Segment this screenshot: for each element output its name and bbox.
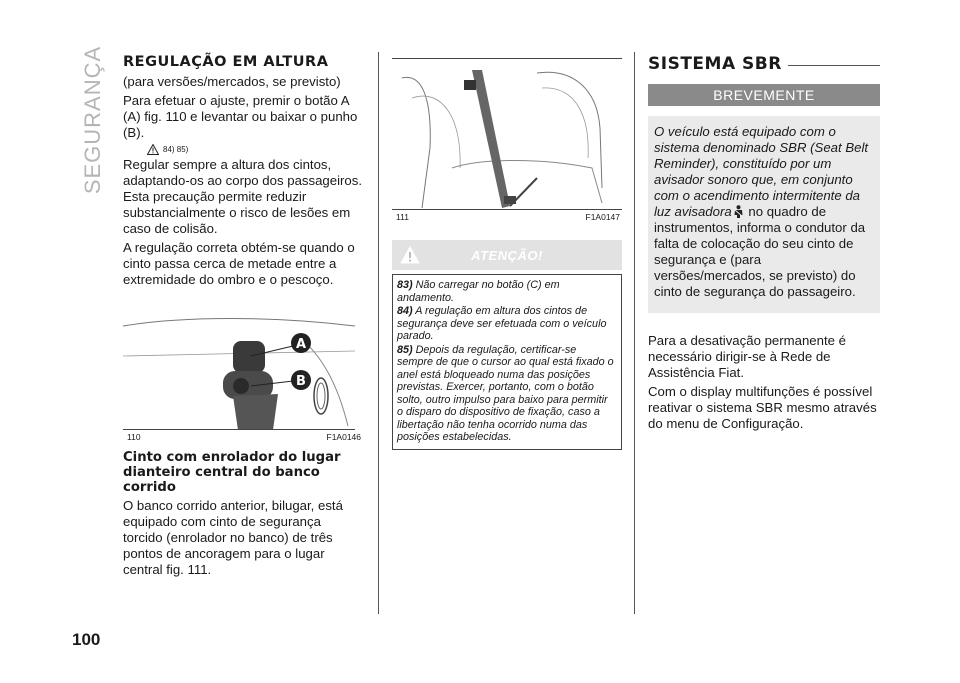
warning-triangle-icon bbox=[147, 144, 159, 155]
figure-111 bbox=[392, 58, 622, 222]
subsection-title: Cinto com enrolador do lugar dianteiro central do banco corrido bbox=[123, 450, 341, 495]
paragraph: Para efetuar o ajuste, premir o botão A (A) fig. 110 e levantar ou baixar o punho (B). bbox=[123, 93, 358, 140]
paragraph: Para a desativação permanente é necessário dirigir-se à Rede de Assistência Fiat. bbox=[648, 333, 846, 380]
figure-110 bbox=[123, 296, 363, 442]
section-side-label: SEGURANÇA bbox=[80, 45, 105, 195]
column-right bbox=[648, 50, 880, 435]
paragraph: O banco corrido anterior, bilugar, está equipado com cinto de segurança torcido (enrolador no banco) de três pontos de ancoragem para o lugar central fig. 111. bbox=[123, 498, 343, 577]
brief-text: O veículo está equipado com o sistema denominado SBR (Seat Belt Reminder), constituído por um avisador sonoro que, em conjunto com o acendimento intermitente da luz avisadora no quadro de instrumentos, informa o condutor da falta de colocação do seu cinto de segurança e (para versões/mercados, se previsto) do cinto de segurança do passageiro. bbox=[654, 124, 869, 299]
center-seat-belt-illustration bbox=[392, 58, 622, 210]
warning-triangle-icon bbox=[400, 246, 420, 264]
attention-header: ATENÇÃO! bbox=[392, 240, 622, 270]
paragraph: Com o display multifunções é possível reativar o sistema SBR mesmo através do menu de Configuração. bbox=[648, 384, 877, 431]
note-84: 84) A regulação em altura dos cintos de segurança deve ser efetuada com o veículo parado. bbox=[397, 305, 607, 342]
column-divider bbox=[634, 52, 635, 614]
section-title-row bbox=[648, 50, 880, 74]
paragraph: A regulação correta obtém-se quando o cinto passa cerca de metade entre a extremidade do ombro e o pescoço. bbox=[123, 240, 355, 287]
section-title: SISTEMA SBR bbox=[648, 54, 782, 74]
paragraph: Regular sempre a altura dos cintos, adaptando-os ao corpo dos passageiros. Esta precaução permite reduzir substancialmente o risco de lesões em caso de colisão. bbox=[123, 157, 363, 236]
figure-caption: 111 F1A0147 bbox=[396, 212, 620, 222]
column-divider bbox=[378, 52, 379, 614]
section-title: REGULAÇÃO EM ALTURA bbox=[123, 54, 329, 70]
section-subtitle: (para versões/mercados, se previsto) bbox=[123, 74, 341, 89]
svg-text:B: B bbox=[296, 374, 306, 389]
brief-box bbox=[648, 116, 880, 313]
warning-references: 84) 85) bbox=[147, 144, 363, 155]
note-85: 85) Depois da regulação, certificar-se sempre de que o cursor ao qual está fixado o anel está bloqueado numa das posições previstas. Exercer, portanto, com o botão solto, outro impulso para baixo para permitir o disparo do dispositivo de fixação, caso a libertação não tenha ocorrido numa das posições estabelecidas. bbox=[397, 343, 614, 443]
seat-belt-warning-light-icon bbox=[732, 205, 745, 218]
note-83: 83) Não carregar no botão (C) em andamento. bbox=[397, 279, 560, 304]
figure-caption: 110 F1A0146 bbox=[127, 432, 361, 442]
column-middle bbox=[392, 50, 622, 450]
svg-text:A: A bbox=[295, 337, 307, 352]
page-number: 100 bbox=[72, 630, 101, 649]
attention-notes bbox=[392, 274, 622, 450]
brief-header: BREVEMENTE bbox=[648, 84, 880, 106]
belt-height-adjuster-illustration bbox=[123, 296, 355, 430]
column-left bbox=[123, 50, 363, 581]
